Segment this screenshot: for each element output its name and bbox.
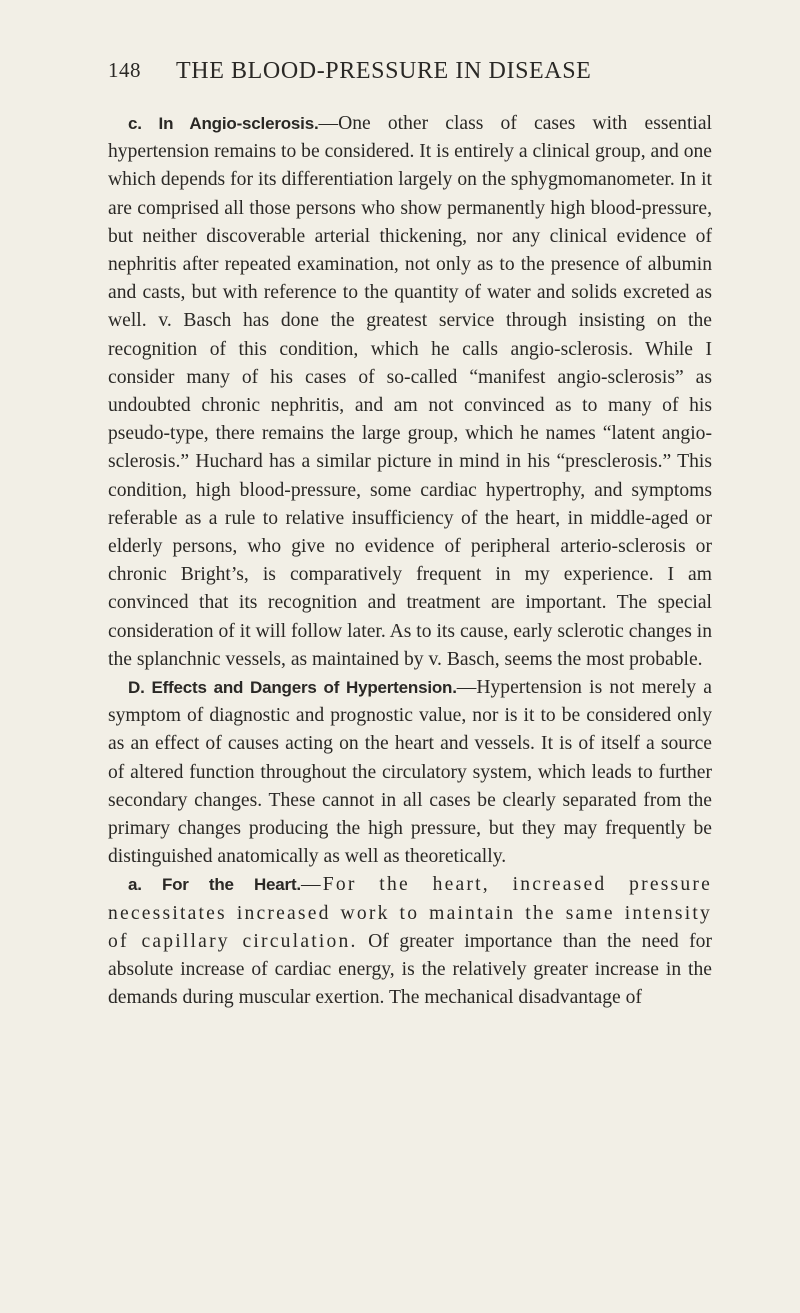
paragraph-text-spaced: —For the heart, increased pressure necessitates increased work to maintain the same intensity of capillary circulation. bbox=[108, 874, 712, 952]
paragraph-text: Of greater importance than the need for absolute increase of cardiac energy, is the relatively greater increase in the demands during muscular exertion. The mechanical disadvantage of bbox=[108, 930, 713, 1009]
running-title: THE BLOOD-PRESSURE IN DISEASE bbox=[176, 58, 592, 84]
paragraph-text: —One other class of cases with essential hypertension remains to be considered. It is entirely a clinical group, and one which depends for its differentiation largely on the sphygmomanometer. In it are comprised all those persons who show permanently high blood-pressure, but neither discoverable arterial thickening, nor any clinical evidence of nephritis after repeated examination, not only as to the presence of albumin and casts, but with reference to the quantity of water and solids excreted as well. v. Basch has done the greatest service through insisting on the recognition of this condition, which he calls angio-sclerosis. While I consider many of his cases of so-called “manifest angio-sclerosis” as undoubted chronic nephritis, and am not convinced as to many of his pseudo-type, there remains the large group, which he names “latent angio-sclerosis.” Huchard has a similar picture in mind in his “presclerosis.” This condition, high blood-pressure, some cardiac hypertrophy, and symptoms referable as a rule to relative insufficiency of the heart, in middle-aged or elderly persons, who give no evidence of peripheral arterio-sclerosis or chronic Bright’s, is comparatively frequent in my experience. I am convinced that its recognition and treatment are important. The special consideration of it will follow later. As to its cause, early sclerotic changes in the splanchnic vessels, as maintained by v. Basch, seems the most probable. bbox=[108, 113, 712, 670]
running-head bbox=[108, 58, 708, 88]
paragraph-angio-sclerosis bbox=[108, 110, 712, 674]
section-heading-for-the-heart: a. For the Heart. bbox=[128, 875, 301, 895]
paragraph-for-the-heart bbox=[108, 871, 712, 1012]
section-heading-effects-dangers: D. Effects and Dangers of Hypertension. bbox=[128, 678, 457, 698]
paragraph-text: —Hypertension is not merely a symptom of diagnostic and prognostic value, nor is it to be considered only as an effect of causes acting on the heart and vessels. It is of itself a source of altered function throughout the circulatory system, which leads to further secondary changes. These cannot in all cases be clearly separated from the primary changes producing the high pressure, but they may frequently be distinguished anatomically as well as theoretically. bbox=[108, 677, 712, 868]
section-heading-angio-sclerosis: c. In Angio-sclerosis. bbox=[128, 114, 319, 133]
body-text bbox=[108, 110, 712, 1013]
page-number: 148 bbox=[108, 58, 141, 82]
paragraph-effects-dangers bbox=[108, 674, 712, 871]
